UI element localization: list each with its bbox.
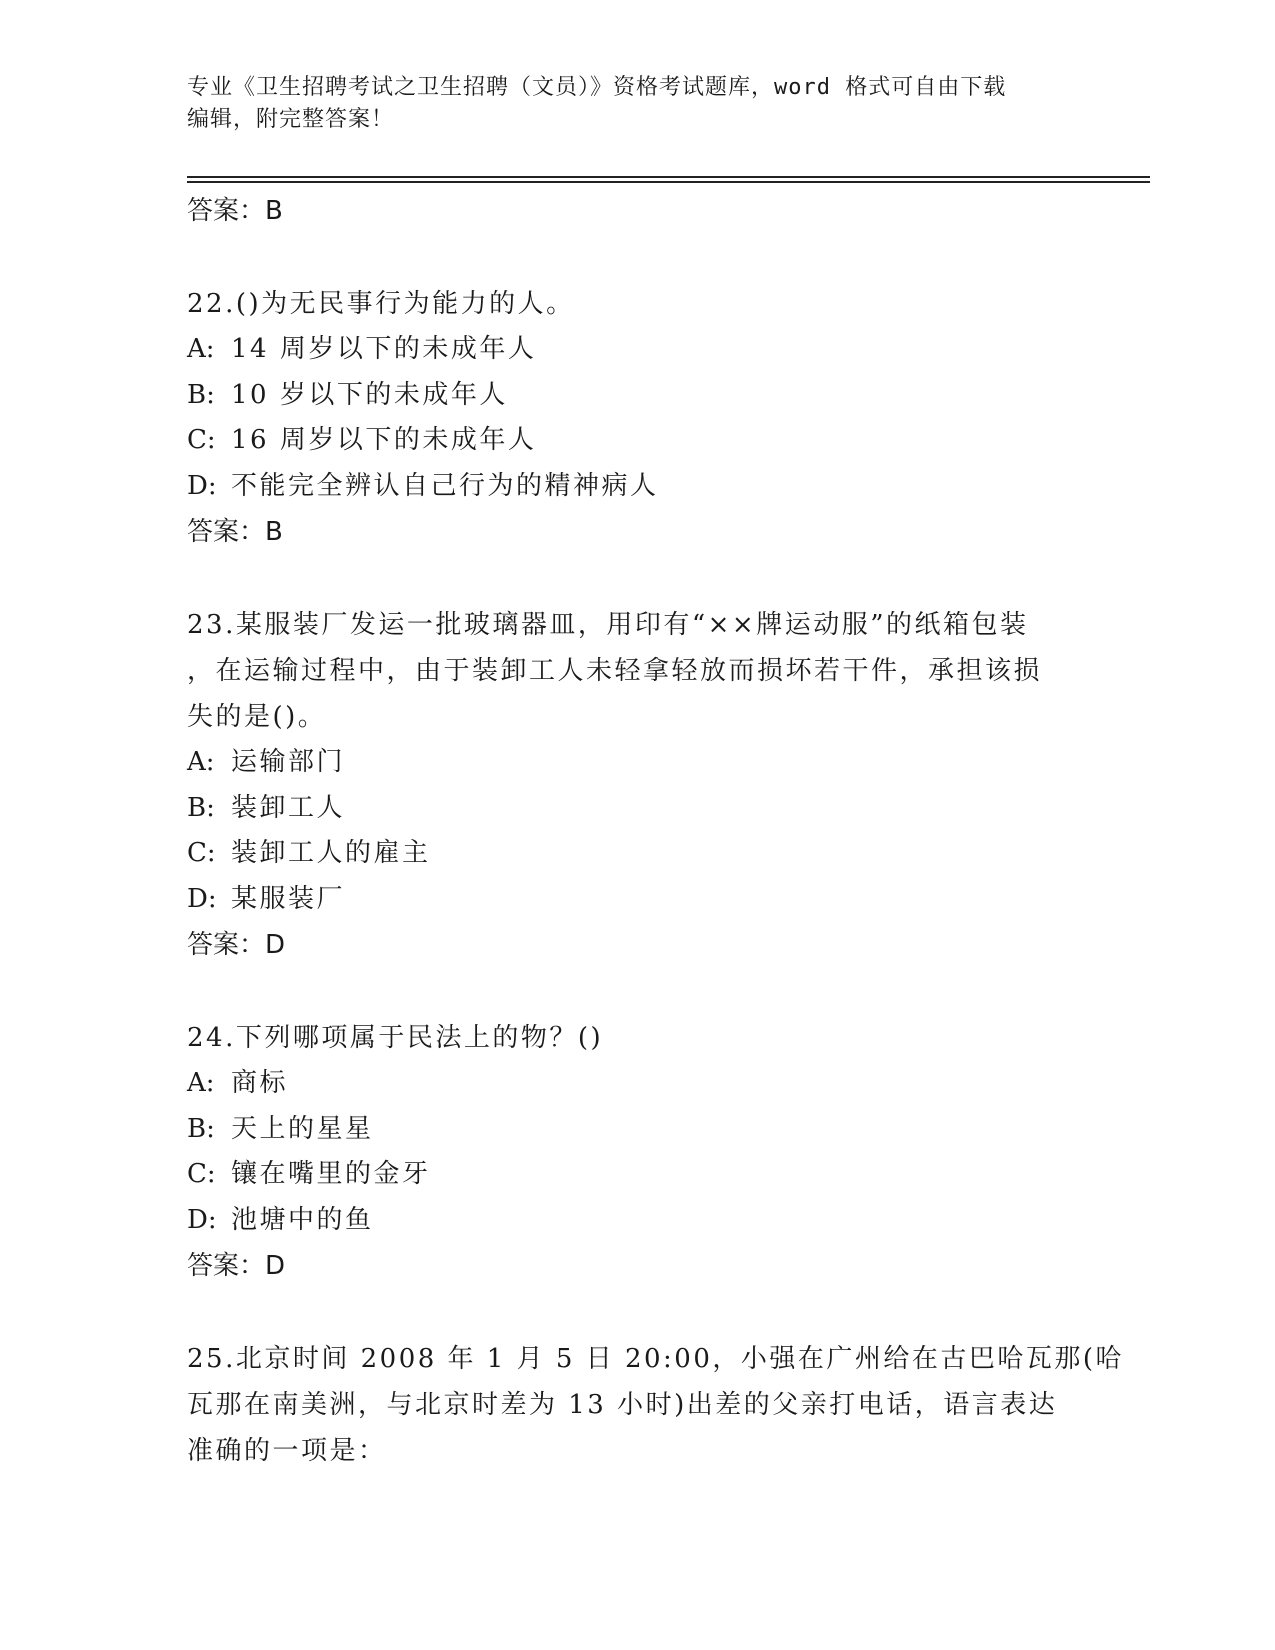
option-b xyxy=(187,1107,1087,1153)
option-b xyxy=(187,373,1087,419)
option-d xyxy=(187,464,1087,510)
question-25 xyxy=(187,1336,1125,1474)
answer-line: 答案：D xyxy=(187,1251,286,1281)
option-text: 不能完全辨认自己行为的精神病人 xyxy=(231,470,659,501)
option-text: 装卸工人的雇主 xyxy=(231,838,431,868)
answer-line: 答案：B xyxy=(187,196,283,226)
option-c xyxy=(187,1152,1087,1198)
header-divider xyxy=(187,176,1150,178)
option-b xyxy=(187,786,1087,832)
question-stem: 22.()为无民事行为能力的人。 xyxy=(187,289,575,319)
header-divider xyxy=(187,181,1150,183)
document-header xyxy=(187,72,1087,136)
option-text: 天上的星星 xyxy=(231,1113,374,1144)
option-text: 装卸工人 xyxy=(231,792,346,823)
answer-line: 答案：D xyxy=(187,930,286,960)
option-key: A: xyxy=(187,334,215,364)
option-key: A: xyxy=(187,747,215,777)
question-stem: 24.下列哪项属于民法上的物？() xyxy=(187,1023,604,1053)
header-line: 编辑，附完整答案！ xyxy=(187,107,395,132)
question-stem: 失的是()。 xyxy=(187,702,327,732)
option-d xyxy=(187,1198,1087,1244)
option-text: 运输部门 xyxy=(231,747,346,777)
question-stem: 23.某服装厂发运一批玻璃器皿，用印有“××牌运动服”的纸箱包装 xyxy=(187,610,1029,640)
option-d xyxy=(187,877,1087,923)
option-key: D: xyxy=(187,470,217,501)
option-key: C: xyxy=(187,838,216,868)
option-text: 池塘中的鱼 xyxy=(231,1204,374,1235)
option-text: 16 周岁以下的未成年人 xyxy=(231,425,537,455)
option-a xyxy=(187,327,1087,373)
option-key: C: xyxy=(187,1159,216,1189)
option-text: 14 周岁以下的未成年人 xyxy=(231,334,537,364)
option-c xyxy=(187,418,1087,464)
option-key: A: xyxy=(187,1068,215,1098)
question-stem: 准确的一项是： xyxy=(187,1436,387,1466)
question-24 xyxy=(187,1015,1087,1061)
option-text: 镶在嘴里的金牙 xyxy=(231,1159,431,1189)
question-stem: 瓦那在南美洲，与北京时差为 13 小时)出差的父亲打电话，语言表达 xyxy=(187,1390,1058,1420)
document-body xyxy=(187,188,1125,1474)
question-stem: 25.北京时间 2008 年 1 月 5 日 20:00，小强在广州给在古巴哈瓦那(哈 xyxy=(187,1344,1125,1374)
question-23 xyxy=(187,602,1087,740)
option-a xyxy=(187,740,1087,786)
question-stem: ，在运输过程中，由于装卸工人未轻拿轻放而损坏若干件，承担该损 xyxy=(187,656,1043,686)
option-key: D: xyxy=(187,1204,217,1235)
answer-line: 答案：B xyxy=(187,517,283,547)
option-text: 某服装厂 xyxy=(231,883,346,914)
option-key: D: xyxy=(187,883,217,914)
header-line: 专业《卫生招聘考试之卫生招聘（文员）》资格考试题库，word 格式可自由下载 xyxy=(187,75,1007,100)
option-text: 商标 xyxy=(231,1068,289,1098)
option-key: B: xyxy=(187,379,215,410)
option-c xyxy=(187,831,1087,877)
option-text: 10 岁以下的未成年人 xyxy=(231,379,508,410)
option-key: B: xyxy=(187,1113,215,1144)
option-key: B: xyxy=(187,792,215,823)
option-a xyxy=(187,1061,1087,1107)
question-22 xyxy=(187,281,1087,327)
option-key: C: xyxy=(187,425,216,455)
